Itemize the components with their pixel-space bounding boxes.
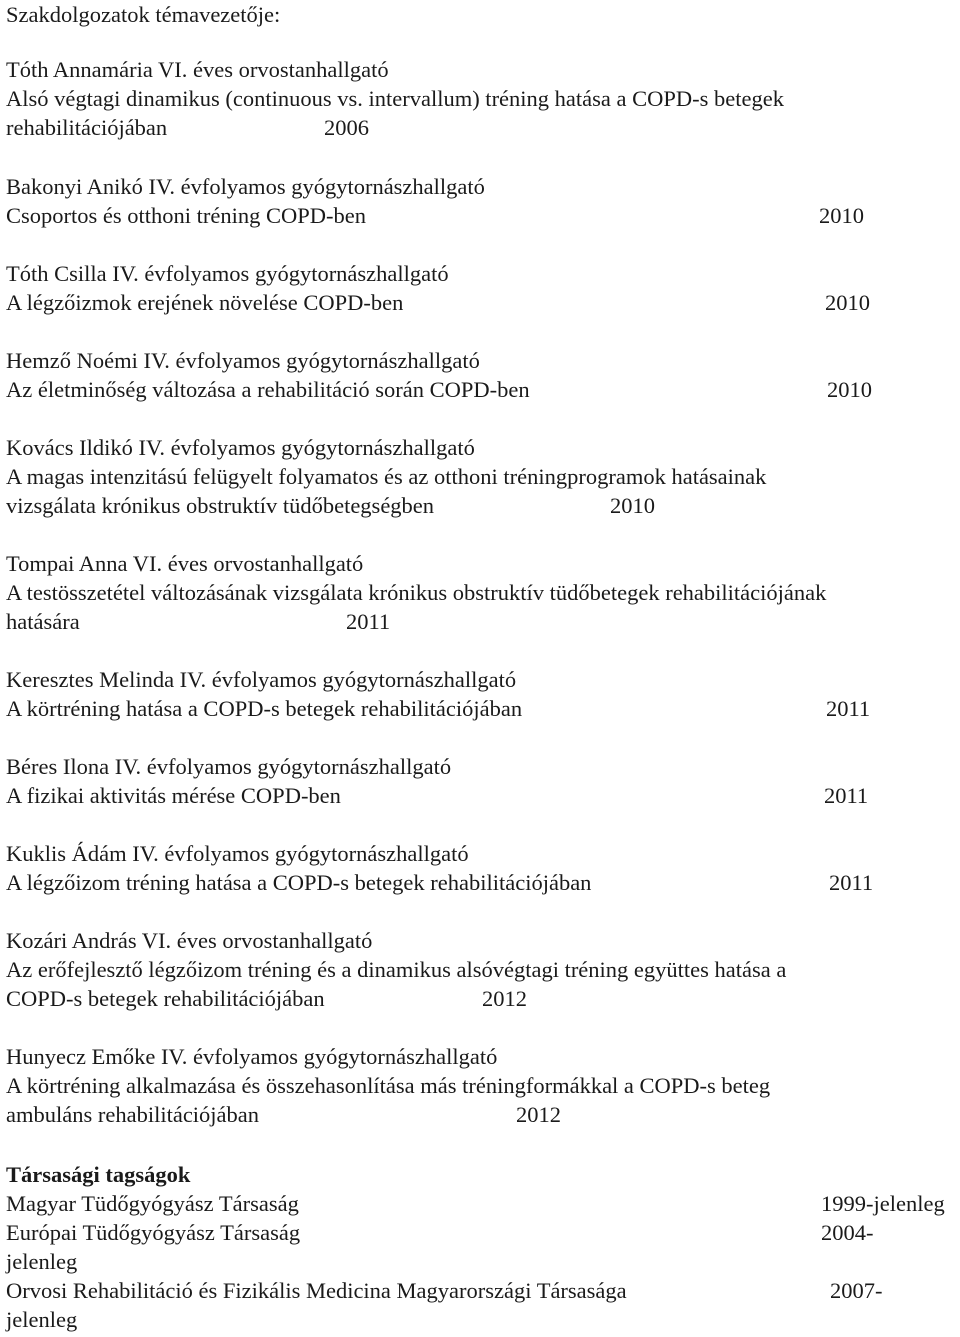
thesis-student: Tompai Anna VI. éves orvostanhallgató <box>6 551 364 576</box>
thesis-year: 2006 <box>324 115 369 140</box>
membership-row <box>6 1189 956 1218</box>
membership-society: Európai Tüdőgyógyász Társaság <box>6 1220 301 1245</box>
thesis-title <box>6 113 369 142</box>
thesis-title-continuation: vizsgálata krónikus obstruktív tüdőbetegségben <box>6 493 435 518</box>
thesis-title-text: Csoportos és otthoni tréning COPD-ben <box>6 203 366 228</box>
thesis-year: 2012 <box>516 1102 561 1127</box>
thesis-title: A magas intenzitású felügyelt folyamatos és az otthoni tréningprogramok hatásainak <box>6 464 767 489</box>
thesis-year: 2011 <box>826 696 871 721</box>
thesis-student: Béres Ilona IV. évfolyamos gyógytornászhallgató <box>6 754 452 779</box>
membership-row <box>6 1276 956 1305</box>
thesis-title-continuation: COPD-s betegek rehabilitációjában <box>6 986 325 1011</box>
thesis-student: Keresztes Melinda IV. évfolyamos gyógytornászhallgató <box>6 667 517 692</box>
thesis-title <box>6 694 956 723</box>
thesis-title <box>6 868 956 897</box>
thesis-title <box>6 375 956 404</box>
membership-society: Magyar Tüdőgyógyász Társaság <box>6 1191 299 1216</box>
thesis-student: Hemző Noémi IV. évfolyamos gyógytornászhallgató <box>6 348 480 373</box>
thesis-title-continuation: hatására <box>6 609 80 634</box>
thesis-year: 2010 <box>610 493 655 518</box>
thesis-year: 2010 <box>819 203 864 228</box>
thesis-year: 2011 <box>824 783 869 808</box>
membership-period: 2007- <box>830 1278 883 1303</box>
membership-period: 1999-jelenleg <box>821 1191 945 1216</box>
thesis-title <box>6 288 956 317</box>
thesis-title: Az erőfejlesztő légzőizom tréning és a dinamikus alsóvégtagi tréning együttes hatása a <box>6 957 787 982</box>
membership-period-continuation: jelenleg <box>6 1249 78 1274</box>
supervisor-heading: Szakdolgozatok témavezetője: <box>6 2 281 27</box>
thesis-student: Bakonyi Anikó IV. évfolyamos gyógytornászhallgató <box>6 174 485 199</box>
thesis-title: Alsó végtagi dinamikus (continuous vs. intervallum) tréning hatása a COPD-s betegek <box>6 86 784 111</box>
thesis-student: Kovács Ildikó IV. évfolyamos gyógytornászhallgató <box>6 435 475 460</box>
thesis-student: Kuklis Ádám IV. évfolyamos gyógytornászhallgató <box>6 841 469 866</box>
thesis-title <box>6 607 956 636</box>
thesis-title: A testösszetétel változásának vizsgálata krónikus obstruktív tüdőbetegek rehabilitációjának <box>6 580 827 605</box>
thesis-year: 2011 <box>346 609 391 634</box>
membership-society: Orvosi Rehabilitáció és Fizikális Medicina Magyarországi Társasága <box>6 1278 627 1303</box>
thesis-student: Kozári András VI. éves orvostanhallgató <box>6 928 373 953</box>
thesis-title-text: A légzőizmok erejének növelése COPD-ben <box>6 290 404 315</box>
thesis-year: 2011 <box>829 870 874 895</box>
membership-row <box>6 1218 956 1247</box>
thesis-title: A körtréning alkalmazása és összehasonlítása más tréningformákkal a COPD-s beteg <box>6 1073 771 1098</box>
membership-period-continuation: jelenleg <box>6 1307 78 1332</box>
thesis-year: 2012 <box>482 986 527 1011</box>
thesis-title-continuation: rehabilitációjában <box>6 115 168 140</box>
thesis-student: Tóth Annamária VI. éves orvostanhallgató <box>6 57 389 82</box>
thesis-title-continuation: ambuláns rehabilitációjában <box>6 1102 260 1127</box>
memberships-heading: Társasági tagságok <box>6 1162 191 1187</box>
thesis-title <box>6 984 956 1013</box>
membership-period: 2004- <box>821 1220 874 1245</box>
thesis-title <box>6 491 956 520</box>
thesis-title-text: A körtréning hatása a COPD-s betegek rehabilitációjában <box>6 696 523 721</box>
thesis-title <box>6 201 956 230</box>
thesis-student: Tóth Csilla IV. évfolyamos gyógytornászhallgató <box>6 261 449 286</box>
thesis-year: 2010 <box>827 377 872 402</box>
thesis-title <box>6 781 956 810</box>
thesis-student: Hunyecz Emőke IV. évfolyamos gyógytornászhallgató <box>6 1044 498 1069</box>
thesis-title-text: A légzőizom tréning hatása a COPD-s betegek rehabilitációjában <box>6 870 592 895</box>
thesis-title-text: Az életminőség változása a rehabilitáció során COPD-ben <box>6 377 530 402</box>
thesis-year: 2010 <box>825 290 870 315</box>
thesis-title <box>6 1100 956 1129</box>
thesis-title-text: A fizikai aktivitás mérése COPD-ben <box>6 783 341 808</box>
